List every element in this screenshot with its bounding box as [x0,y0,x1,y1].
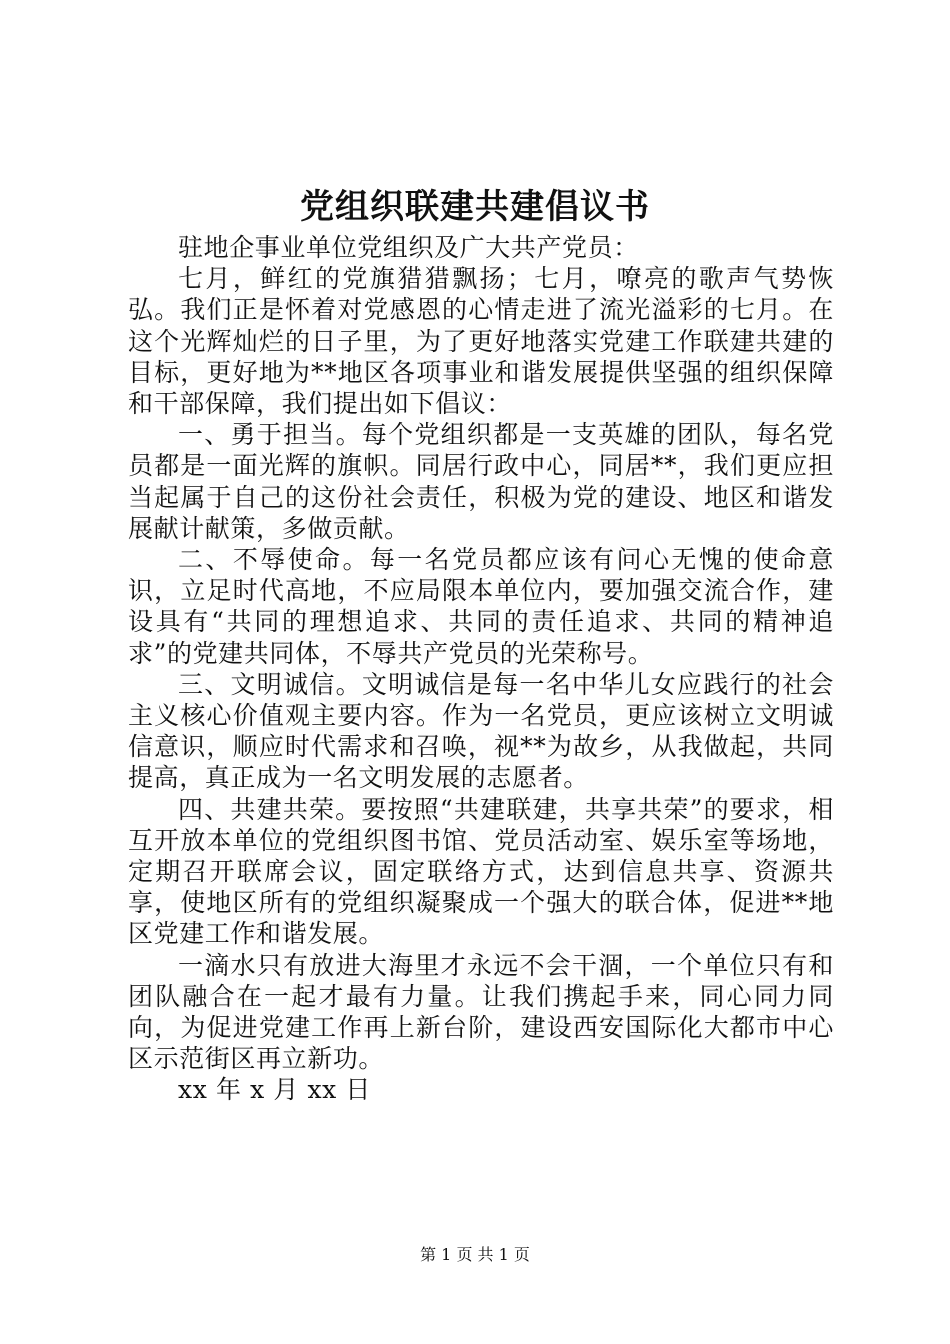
document-body [128,232,834,1106]
paragraph-proposal-2: 二、不辱使命。每一名党员都应该有问心无愧的使命意识，立足时代高地，不应局限本单位内，要加强交流合作，建设具有“共同的理想追求、共同的责任追求、共同的精神追求”的党建共同体，不辱共产党员的光荣称号。 [128,545,834,668]
paragraph-proposal-4: 四、共建共荣。要按照“共建联建，共享共荣”的要求，相互开放本单位的党组织图书馆、党员活动室、娱乐室等场地，定期召开联席会议，固定联络方式，达到信息共享、资源共享，使地区所有的党组织凝聚成一个强大的联合体，促进**地区党建工作和谐发展。 [128,794,834,949]
paragraph-proposal-1: 一、勇于担当。每个党组织都是一支英雄的团队，每名党员都是一面光辉的旗帜。同居行政中心，同居**，我们更应担当起属于自己的这份社会责任，积极为党的建设、地区和谐发展献计献策，多做贡献。 [128,420,834,543]
salutation: 驻地企事业单位党组织及广大共产党员： [178,233,639,262]
document-title: 党组织联建共建倡议书 [300,187,650,227]
page-footer: 第 1 页 共 1 页 [420,1245,530,1264]
paragraph-proposal-3: 三、文明诚信。文明诚信是每一名中华儿女应践行的社会主义核心价值观主要内容。作为一名党员，更应该树立文明诚信意识，顺应时代需求和召唤，视**为故乡，从我做起，共同提高，真正成为一名文明发展的志愿者。 [128,669,834,793]
paragraph-closing: 一滴水只有放进大海里才永远不会干涸，一个单位只有和团队融合在一起才最有力量。让我们携起手来，同心同力同向，为促进党建工作再上新台阶，建设西安国际化大都市中心区示范街区再立新功。 [128,950,834,1074]
document-date: xx 年 x 月 xx 日 [178,1075,372,1105]
paragraph-intro: 七月，鲜红的党旗猎猎飘扬；七月，嘹亮的歌声气势恢弘。我们正是怀着对党感恩的心情走进了流光溢彩的七月。在这个光辉灿烂的日子里，为了更好地落实党建工作联建共建的目标，更好地为**地区各项事业和谐发展提供坚强的组织保障和干部保障，我们提出如下倡议： [128,264,834,419]
